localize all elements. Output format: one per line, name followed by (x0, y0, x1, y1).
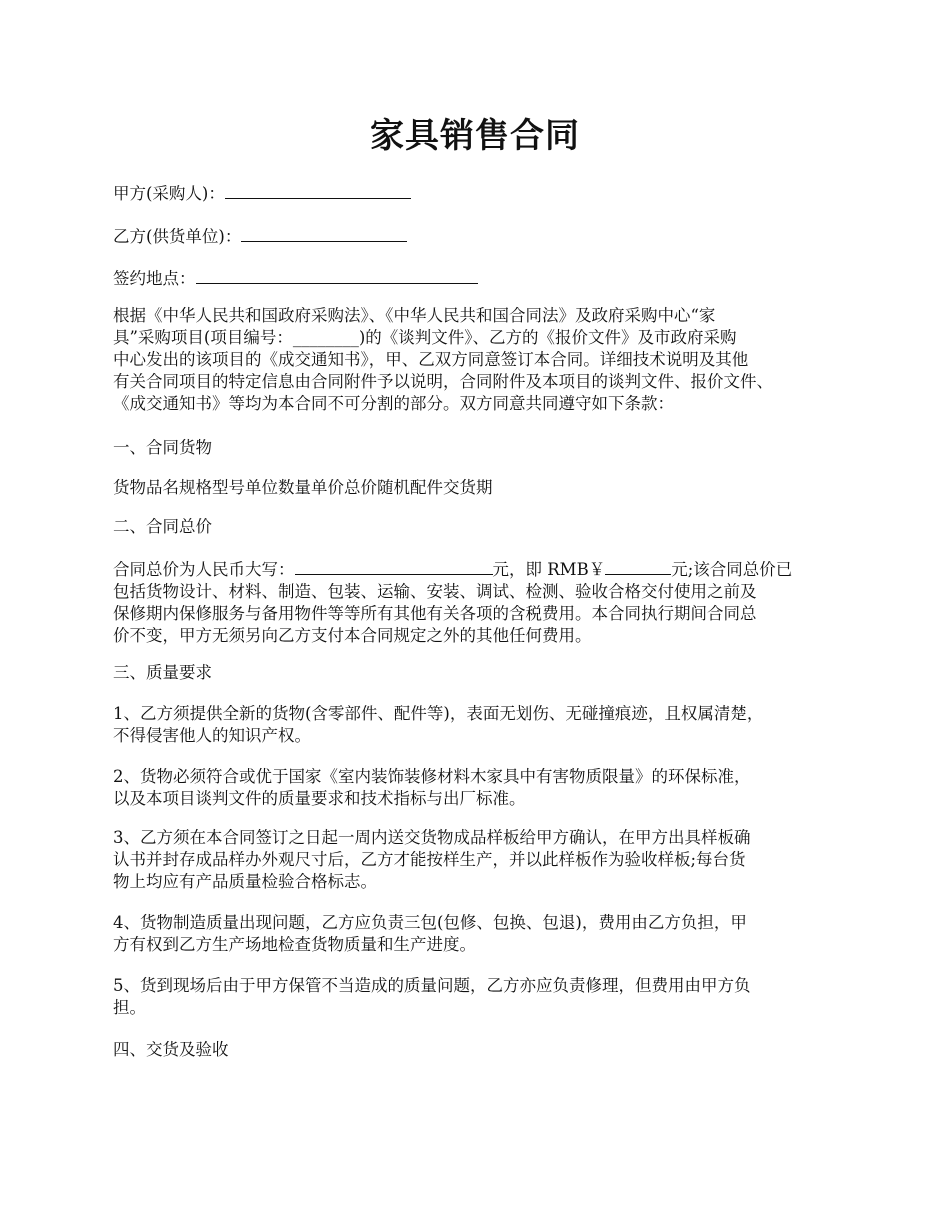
preamble-line: 具”采购项目(项目编号：________)的《谈判文件》、乙方的《报价文件》及市政府采购 (113, 328, 737, 347)
total-price-line: 包括货物设计、材料、制造、包装、运输、安装、调试、检测、验收合格交付使用之前及 (113, 582, 757, 601)
goods-table-header: 货物品名规格型号单位数量单价总价随机配件交货期 (113, 478, 493, 497)
amount-rmb-blank (605, 557, 671, 575)
total-price-paragraph (113, 557, 853, 647)
clause-line: 担。 (113, 998, 146, 1017)
signing-place-line (113, 266, 478, 290)
clause-line: 2、货物必须符合或优于国家《室内装饰装修材料木家具中有害物质限量》的环保标准， (113, 767, 751, 786)
clause-line: 不得侵害他人的知识产权。 (113, 726, 311, 745)
party-b-blank (241, 224, 407, 242)
document-title: 家具销售合同 (370, 116, 580, 156)
total-price-line: 价不变，甲方无须另向乙方支付本合同规定之外的其他任何费用。 (113, 626, 592, 645)
preamble-line: 有关合同项目的特定信息由合同附件予以说明，合同附件及本项目的谈判文件、报价文件、 (113, 372, 773, 391)
clause-line: 认书并封存成品样办外观尺寸后，乙方才能按样生产，并以此样板作为验收样板;每台货 (113, 850, 746, 869)
party-b-line (113, 224, 407, 248)
quality-clause-5 (113, 975, 853, 1019)
quality-clause-2 (113, 766, 853, 810)
preamble-paragraph (113, 305, 853, 415)
section-3-heading: 三、质量要求 (113, 663, 212, 682)
party-a-line (113, 181, 411, 205)
clause-line: 5、货到现场后由于甲方保管不当造成的质量问题，乙方亦应负责修理，但费用由甲方负 (113, 976, 751, 995)
quality-clause-1 (113, 703, 853, 747)
signing-place-label: 签约地点： (113, 269, 196, 288)
clause-line: 1、乙方须提供全新的货物(含零部件、配件等)，表面无划伤、无碰撞痕迹，且权属清楚， (113, 704, 764, 723)
quality-clause-3 (113, 827, 853, 893)
total-price-text-a: 合同总价为人民币大写： (113, 560, 295, 579)
section-4-heading: 四、交货及验收 (113, 1040, 229, 1059)
clause-line: 3、乙方须在本合同签订之日起一周内送交货物成品样板给甲方确认，在甲方出具样板确 (113, 828, 751, 847)
party-a-blank (225, 181, 411, 199)
total-price-text-c: 元;该合同总价已 (671, 560, 793, 579)
clause-line: 以及本项目谈判文件的质量要求和技术指标与出厂标准。 (113, 789, 526, 808)
quality-clause-4 (113, 912, 853, 956)
clause-line: 4、货物制造质量出现问题，乙方应负责三包(包修、包换、包退)，费用由乙方负担，甲 (113, 913, 747, 932)
section-1-heading: 一、合同货物 (113, 438, 212, 457)
signing-place-blank (196, 266, 478, 284)
party-b-label: 乙方(供货单位)： (113, 227, 242, 246)
total-price-line: 保修期内保修服务与备用物件等等所有其他有关各项的含税费用。本合同执行期间合同总 (113, 604, 757, 623)
clause-line: 物上均应有产品质量检验合格标志。 (113, 872, 377, 891)
total-price-text-b: 元，即 RMB￥ (492, 560, 606, 579)
section-2-heading: 二、合同总价 (113, 517, 212, 536)
preamble-line: 中心发出的该项目的《成交通知书》，甲、乙双方同意签订本合同。详细技术说明及其他 (113, 350, 749, 369)
amount-in-words-blank (295, 557, 493, 575)
clause-line: 方有权到乙方生产场地检查货物质量和生产进度。 (113, 935, 476, 954)
preamble-line: 《成交通知书》等均为本合同不可分割的部分。双方同意共同遵守如下条款： (113, 394, 674, 413)
preamble-line: 根据《中华人民共和国政府采购法》、《中华人民共和国合同法》及政府采购中心“家 (113, 306, 716, 325)
party-a-label: 甲方(采购人)： (113, 184, 225, 203)
total-price-first-line (113, 557, 853, 581)
